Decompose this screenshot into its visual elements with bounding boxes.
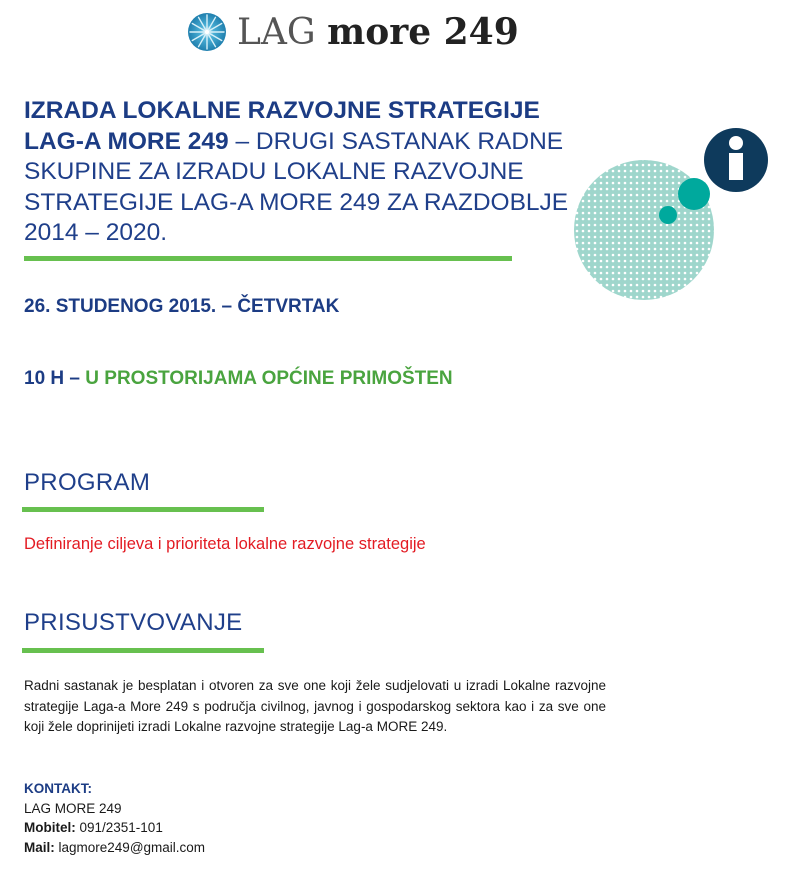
sunburst-logo-icon bbox=[187, 12, 227, 52]
contact-phone-label: Mobitel: bbox=[24, 820, 76, 835]
program-divider bbox=[22, 507, 264, 512]
event-time: 10 H – bbox=[24, 368, 86, 389]
accent-dot-small bbox=[659, 206, 677, 224]
contact-mail-label: Mail: bbox=[24, 839, 55, 855]
attendance-text: Radni sastanak je besplatan i otvoren za sve one koji žele sudjelovati u izradi Lokalne razvojne strategije Laga-a More 249 s područja civilnog, javnog i gospodarskog sektora kao i za sve one koji žele doprinijeti izradi Lokalne razvojne strategije Lag-a MORE 249. bbox=[24, 678, 606, 734]
attendance-divider bbox=[22, 648, 264, 653]
event-time-location bbox=[24, 368, 453, 390]
info-graphic bbox=[568, 126, 773, 306]
accent-dot-large bbox=[678, 178, 710, 210]
attendance-heading: PRISUSTVOVANJE bbox=[24, 609, 243, 636]
logo-text bbox=[237, 10, 519, 55]
contact-phone-row bbox=[24, 818, 205, 838]
logo-text-lag: LAG bbox=[237, 11, 316, 53]
event-location: U PROSTORIJAMA OPĆINE PRIMOŠTEN bbox=[85, 368, 453, 389]
title-bold: IZRADA LOKALNE RAZVOJNE STRATEGIJE LAG-A MORE 249 bbox=[24, 97, 540, 155]
contact-heading: KONTAKT: bbox=[24, 781, 92, 796]
page-title bbox=[24, 96, 604, 249]
contact-mail[interactable]: lagmore249@gmail.com bbox=[54, 839, 206, 855]
program-heading: PROGRAM bbox=[24, 469, 151, 496]
title-divider bbox=[24, 256, 512, 261]
title-regular: – DRUGI SASTANAK RADNE SKUPINE ZA IZRADU LOKALNE RAZVOJNE STRATEGIJE LAG-A MORE 249 ZA RAZDOBLJE 2014 – 2020. bbox=[24, 127, 569, 246]
logo-text-more: more 249 bbox=[327, 10, 519, 53]
contact-org: LAG MORE 249 bbox=[24, 800, 122, 816]
contact-phone: 091/2351-101 bbox=[75, 820, 163, 835]
contact-mail-row bbox=[24, 838, 205, 858]
contact-block bbox=[24, 779, 205, 857]
event-date: 26. STUDENOG 2015. – ČETVRTAK bbox=[24, 296, 340, 317]
program-item: Definiranje ciljeva i prioriteta lokalne razvojne strategije bbox=[24, 535, 426, 553]
logo bbox=[187, 10, 519, 54]
info-icon bbox=[704, 128, 768, 192]
